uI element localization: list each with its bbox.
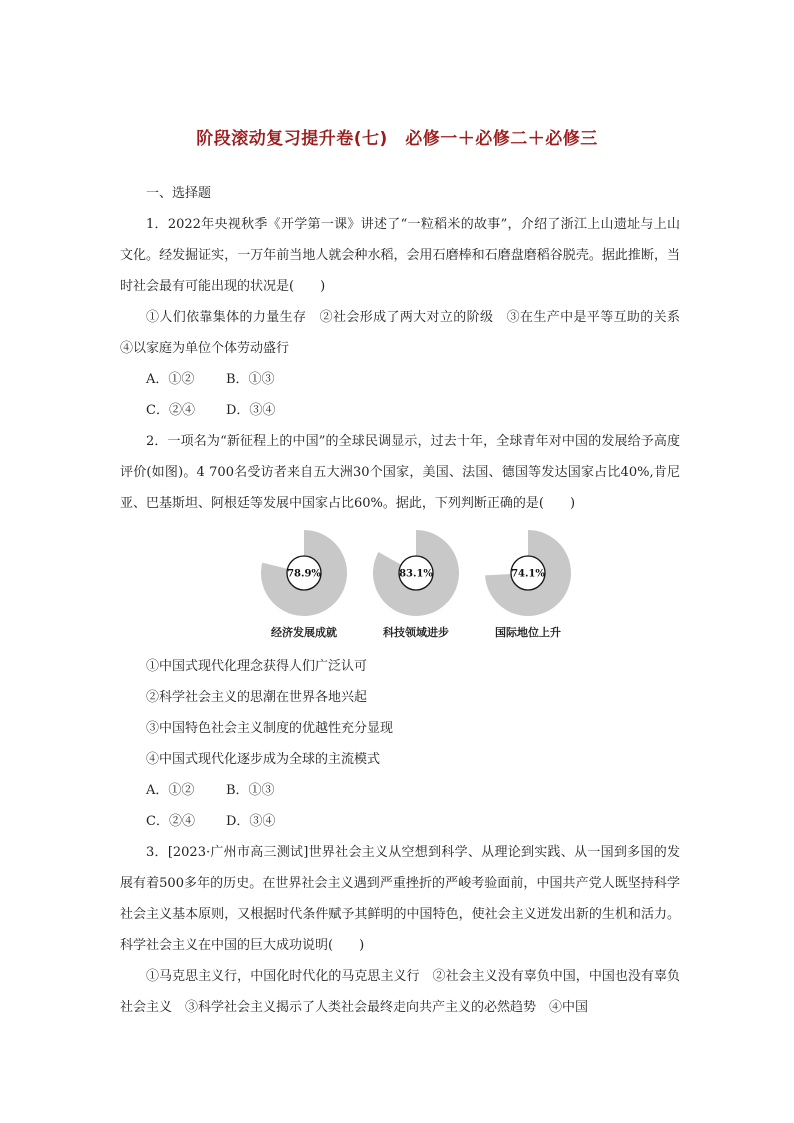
pie-category-label: 科技领域进步 — [383, 626, 449, 639]
option-d: D．③④ — [226, 403, 276, 418]
pie-category-label: 经济发展成就 — [271, 626, 337, 639]
option-a: A．①② — [146, 783, 195, 798]
question-2-statement-4: ④中国式现代化逐步成为全球的主流模式 — [146, 752, 381, 767]
question-1-stem: 1．2022年央视秋季《开学第一课》讲述了“一粒稻米的故事”，介绍了浙江上山遗址与上山文化。经发掘证实，一万年前当地人就会种水稻，会用石磨棒和石磨盘磨稻谷脱壳。据此推断，当时社会最有可能出现的状况是( ) — [120, 217, 680, 294]
option-b: B．①③ — [226, 372, 275, 387]
page-title: 阶段滚动复习提升卷(七) 必修一＋必修二＋必修三 — [196, 129, 598, 149]
question-1-options-row-1 — [120, 364, 680, 395]
pie-svg — [260, 529, 348, 617]
question-2-statement-3: ③中国特色社会主义制度的优越性充分显现 — [146, 721, 394, 736]
pie-chart — [368, 529, 464, 641]
question-3-statements: ①马克思主义行，中国化时代化的马克思主义行 ②社会主义没有辜负中国，中国也没有辜负社会主义 ③科学社会主义揭示了人类社会最终走向共产主义的必然趋势 ④中国 — [120, 969, 680, 1015]
pie-category-label: 国际地位上升 — [495, 626, 561, 639]
pie-chart — [480, 529, 576, 641]
question-1-options-row-2 — [120, 395, 680, 426]
pie-value-label: 78.9% — [287, 568, 321, 580]
survey-pie-charts — [120, 529, 680, 647]
question-2-statement-2: ②科学社会主义的思潮在世界各地兴起 — [146, 690, 368, 705]
question-2-statement-1: ①中国式现代化理念获得人们广泛认可 — [146, 659, 368, 674]
question-1-statements: ①人们依靠集体的力量生存 ②社会形成了两大对立的阶级 ③在生产中是平等互助的关系 ④以家庭为单位个体劳动盛行 — [120, 310, 694, 356]
pie-svg — [484, 529, 572, 617]
pie-value-label: 74.1% — [511, 568, 545, 580]
question-2-options-row-2 — [120, 806, 680, 837]
section-heading: 一、选择题 — [146, 186, 212, 201]
question-2-stem: 2．一项名为“新征程上的中国”的全球民调显示，过去十年，全球青年对中国的发展给予高度评价(如图)。4 700名受访者来自五大洲30个国家，美国、法国、德国等发达国家占比40%,肯尼亚、巴基斯坦、阿根廷等发展中国家占比60%。据此，下列判断正确的是( ) — [120, 434, 680, 511]
document-body — [120, 178, 694, 1023]
pie-chart — [256, 529, 352, 641]
option-a: A．①② — [146, 372, 195, 387]
option-c: C．②④ — [146, 403, 195, 418]
option-b: B．①③ — [226, 783, 275, 798]
pie-value-label: 83.1% — [399, 568, 433, 580]
question-3-stem: 3．[2023·广州市高三测试]世界社会主义从空想到科学、从理论到实践、从一国到多国的发展有着500多年的历史。在世界社会主义遇到严重挫折的严峻考验面前，中国共产党人既坚持科学社会主义基本原则，又根据时代条件赋予其鲜明的中国特色，使社会主义迸发出新的生机和活力。科学社会主义在中国的巨大成功说明( ) — [120, 845, 680, 953]
option-c: C．②④ — [146, 814, 195, 829]
question-2-options-row-1 — [120, 775, 680, 806]
pie-svg — [372, 529, 460, 617]
option-d: D．③④ — [226, 814, 276, 829]
